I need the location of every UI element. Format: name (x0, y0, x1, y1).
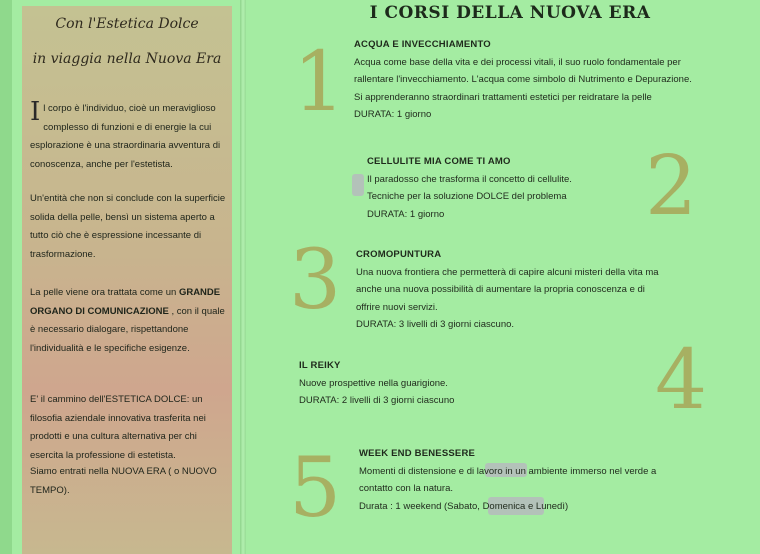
course-2 (367, 153, 667, 223)
course-3-line: anche una nuova possibilità di aumentare la propria conoscenza e di (356, 284, 645, 295)
course-3-line: Una nuova frontiera che permetterà di capire alcuni misteri della vita ma (356, 266, 659, 278)
intro-paragraph-3-highlight: GRANDE ORGANO DI COMUNICAZIONE (30, 287, 221, 317)
intro-paragraph-1-text: l corpo è l'individuo, cioè un meraviglioso complesso di funzioni e di energie la cui esplorazione è una straordinaria avventura di conoscenza, anche per l'estetista. (30, 103, 221, 170)
course-1-line: rallentare l'invecchiamento. L'acqua come simbolo di Nutrimento e Depurazione. (354, 74, 692, 85)
drop-cap: I (30, 97, 41, 127)
course-number-1: 1 (293, 35, 346, 130)
courses-title: I CORSI DELLA NUOVA ERA (369, 3, 651, 23)
intro-paragraph-3 (30, 284, 230, 358)
course-5-line: Momenti di distensione e di lavoro in un ambiente immerso nel verde a (359, 465, 657, 477)
course-1-duration: DURATA: 1 giorno (354, 109, 432, 120)
course-4 (299, 357, 599, 410)
course-2-line: Tecniche per la soluzione DOLCE del problema (367, 191, 567, 202)
course-5 (359, 445, 749, 515)
course-2-line: Il paradosso che trasforma il concetto di cellulite. (367, 173, 572, 185)
course-4-line: Nuove prospettive nella guarigione. (299, 377, 448, 389)
intro-title-line-1: Con l'Estetica Dolce (55, 16, 199, 32)
intro-panel (22, 6, 232, 554)
intro-paragraph-3-lead: La pelle viene ora trattata come un (30, 287, 177, 298)
course-3-title: CROMOPUNTURA (356, 249, 442, 260)
course-3-duration: DURATA: 3 livelli di 3 giorni ciascuno. (356, 319, 515, 330)
course-number-3: 3 (289, 233, 342, 328)
course-2-title: CELLULITE MIA COME TI AMO (367, 156, 511, 167)
course-number-2: 2 (645, 139, 698, 234)
course-number-5: 5 (289, 441, 342, 536)
course-2-duration: DURATA: 1 giorno (367, 208, 445, 220)
print-smudge (352, 174, 364, 196)
intro-paragraph-3-tail: , con il quale è necessario dialogare, rispettandone l'individualità e le specifiche esigenze. (30, 305, 225, 354)
course-3 (356, 246, 756, 334)
course-1-title: ACQUA E INVECCHIAMENTO (354, 39, 491, 50)
course-4-duration: DURATA: 2 livelli di 3 giorni ciascuno (299, 395, 455, 406)
intro-paragraph-4: E' il cammino dell'ESTETICA DOLCE: un filosofia aziendale innovativa trasferita nei prodotti e una cultura alternativa per chi esercita la professione di estetista. (30, 394, 206, 461)
page-edge (0, 0, 12, 554)
intro-paragraph-5: Siamo entrati nella NUOVA ERA ( o NUOVO TEMPO). (30, 466, 217, 496)
course-3-line: offrire nuovi servizi. (356, 301, 438, 313)
intro-title-line-2: in viaggia nella Nuova Era (32, 51, 222, 67)
course-1-line: Si apprenderanno straordinari trattamenti estetici per reidratare la pelle (354, 91, 652, 103)
course-5-title: WEEK END BENESSERE (359, 448, 476, 459)
course-5-line: contatto con la natura. (359, 483, 454, 494)
intro-paragraph-1 (30, 97, 230, 174)
page-fold (240, 0, 246, 554)
course-4-title: IL REIKY (299, 360, 341, 371)
course-1-line: Acqua come base della vita e dei processi vitali, il suo ruolo fondamentale per (354, 56, 681, 68)
course-5-duration: Durata : 1 weekend (Sabato, Domenica e Lunedì) (359, 500, 569, 512)
course-number-4: 4 (655, 333, 708, 428)
intro-paragraph-2: Un'entità che non si conclude con la superficie solida della pelle, bensì un sistema aperto a tutto ciò che è espressione incessante di trasformazione. (30, 193, 226, 260)
course-1 (354, 36, 754, 124)
